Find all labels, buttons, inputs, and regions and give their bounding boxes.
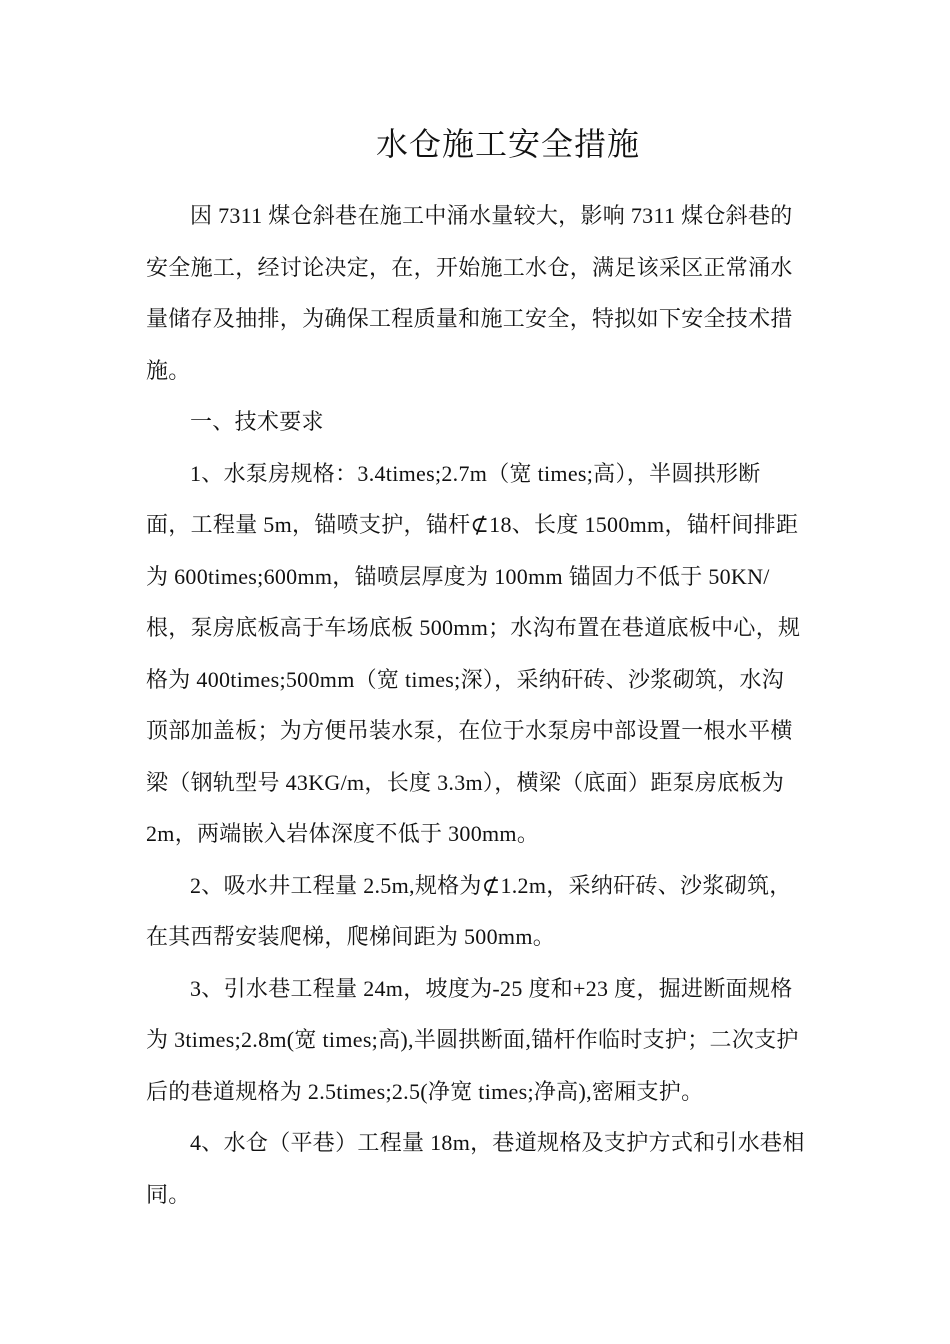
text-line: 4、水仓（平巷）工程量 18m，巷道规格及支护方式和引水巷相 xyxy=(190,1130,805,1155)
text-line: 根，泵房底板高于车场底板 500mm；水沟布置在巷道底板中心，规 xyxy=(146,615,801,640)
text-line: 1、水泵房规格：3.4times;2.7m（宽 times;高），半圆拱形断 xyxy=(190,460,761,486)
paragraph-item-1 xyxy=(146,448,810,860)
text-line: 梁（钢轨型号 43KG/m，长度 3.3m），横梁（底面）距泵房底板为 xyxy=(146,769,785,795)
text-line: 量储存及抽排，为确保工程质量和施工安全，特拟如下安全技术措 xyxy=(146,306,793,331)
text-line: 安全施工，经讨论决定，在，开始施工水仓，满足该采区正常涌水 xyxy=(146,254,793,280)
paragraph-intro xyxy=(146,190,810,396)
text-line: 施。 xyxy=(146,357,191,383)
paragraph-item-2 xyxy=(146,860,810,963)
text-line: 2m，两端嵌入岩体深度不低于 300mm。 xyxy=(146,821,540,846)
text-line: 2、吸水井工程量 2.5m,规格为⊄1.2m，采纳矸砖、沙浆砌筑， xyxy=(190,872,792,898)
text-line: 面，工程量 5m，锚喷支护，锚杆⊄18、长度 1500mm，锚杆间排距 xyxy=(146,512,799,537)
text-line: 因 7311 煤仓斜巷在施工中涌水量较大，影响 7311 煤仓斜巷的 xyxy=(190,203,793,228)
document-title: 水仓施工安全措施 xyxy=(375,126,640,162)
text-line: 为 3times;2.8m(宽 times;高),半圆拱断面,锚杆作临时支护；二次支护 xyxy=(146,1027,799,1052)
text-line: 后的巷道规格为 2.5times;2.5(净宽 times;净高),密厢支护。 xyxy=(146,1078,704,1104)
document-body xyxy=(146,190,810,1220)
text-line: 格为 400times;500mm（宽 times;深），采纳矸砖、沙浆砌筑，水沟 xyxy=(146,666,785,692)
text-line: 在其西帮安装爬梯，爬梯间距为 500mm。 xyxy=(146,924,556,949)
paragraph-item-4 xyxy=(146,1117,810,1220)
text-line: 同。 xyxy=(146,1181,191,1207)
text-line: 顶部加盖板；为方便吊装水泵，在位于水泵房中部设置一根水平横 xyxy=(146,718,793,743)
paragraph-item-3 xyxy=(146,963,810,1118)
section-heading xyxy=(146,396,810,448)
text-line: 为 600times;600mm，锚喷层厚度为 100mm 锚固力不低于 50KN/ xyxy=(146,563,770,589)
text-line: 3、引水巷工程量 24m，坡度为-25 度和+23 度，掘进断面规格 xyxy=(190,975,793,1001)
text-line: 一、技术要求 xyxy=(190,409,324,434)
